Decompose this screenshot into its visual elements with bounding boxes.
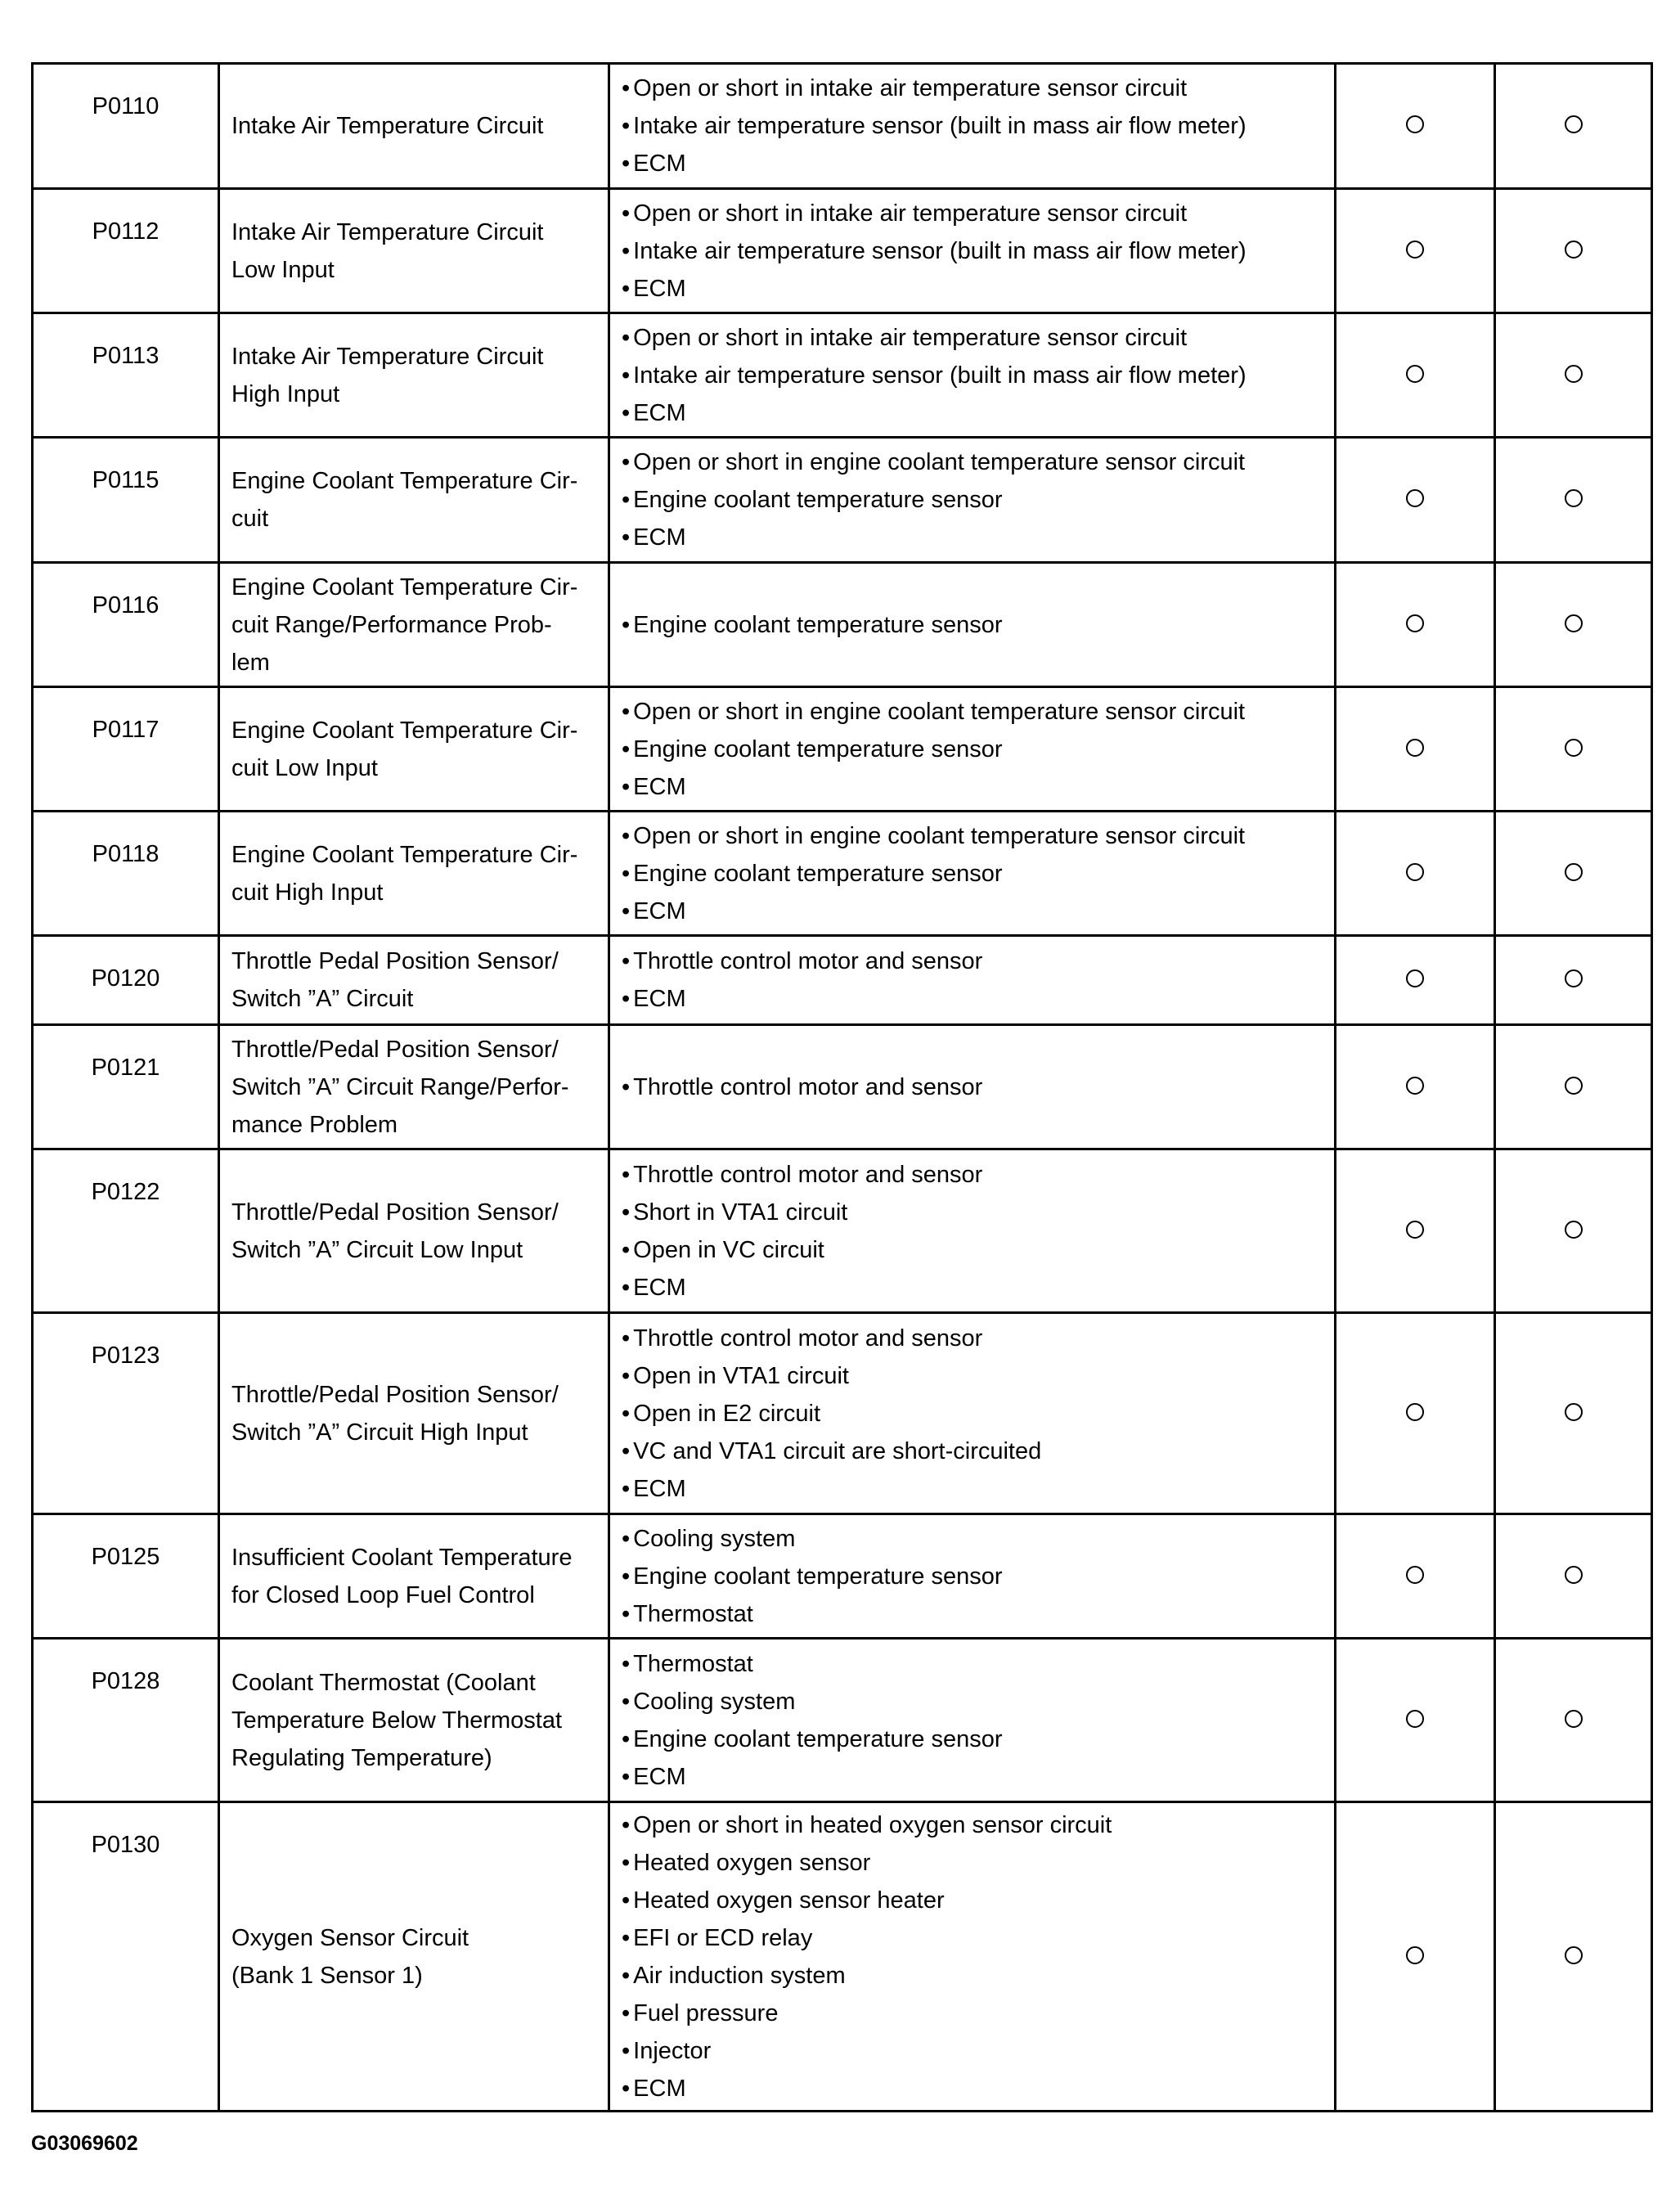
trouble-area-item: • Engine coolant temperature sensor <box>622 855 1323 893</box>
dtc-code: P0113 <box>33 313 219 438</box>
memory-column-cell <box>1495 1149 1652 1313</box>
circle-mark-icon <box>1406 1077 1424 1095</box>
detection-item <box>219 64 609 189</box>
trouble-area-item: • Throttle control motor and sensor <box>622 1068 1323 1106</box>
memory-column-cell <box>1495 1025 1652 1149</box>
memory-column-cell <box>1495 1514 1652 1639</box>
circle-mark-icon <box>1565 1403 1583 1421</box>
circle-mark-icon <box>1406 739 1424 757</box>
trouble-area-item: • Intake air temperature sensor (built in mass air flow meter) <box>622 232 1323 270</box>
circle-mark-icon <box>1406 115 1424 133</box>
mil-column-cell <box>1336 1149 1495 1313</box>
trouble-area-item: • ECM <box>622 394 1323 432</box>
table-row <box>33 438 1652 563</box>
trouble-area-item: • ECM <box>622 2070 1323 2107</box>
detection-item-line: for Closed Loop Fuel Control <box>231 1581 535 1608</box>
trouble-area-item: • Engine coolant temperature sensor <box>622 731 1323 768</box>
dtc-table <box>31 62 1653 2112</box>
trouble-area-item: • ECM <box>622 1758 1323 1796</box>
trouble-area-item: • Open or short in engine coolant temperature sensor circuit <box>622 817 1323 855</box>
trouble-area-item: • Intake air temperature sensor (built in mass air flow meter) <box>622 357 1323 394</box>
detection-item <box>219 1514 609 1639</box>
detection-item <box>219 1149 609 1313</box>
trouble-area-item: • Injector <box>622 2032 1323 2070</box>
detection-item <box>219 936 609 1025</box>
figure-id: G03069602 <box>31 2132 138 2155</box>
detection-item-line: Engine Coolant Temperature Cir- <box>231 717 578 744</box>
trouble-area-item: • ECM <box>622 519 1323 556</box>
trouble-area-item: • Engine coolant temperature sensor <box>622 606 1323 644</box>
circle-mark-icon <box>1565 863 1583 881</box>
circle-mark-icon <box>1565 115 1583 133</box>
trouble-area-item: • Throttle control motor and sensor <box>622 942 1323 980</box>
trouble-areas <box>609 1313 1336 1514</box>
trouble-area-item: • Short in VTA1 circuit <box>622 1194 1323 1231</box>
circle-mark-icon <box>1406 1946 1424 1964</box>
memory-column-cell <box>1495 563 1652 687</box>
dtc-code: P0122 <box>33 1149 219 1313</box>
circle-mark-icon <box>1406 1403 1424 1421</box>
trouble-area-item: • ECM <box>622 1470 1323 1508</box>
detection-item-line: Switch ”A” Circuit Low Input <box>231 1236 523 1263</box>
trouble-area-item: • ECM <box>622 768 1323 806</box>
trouble-areas <box>609 936 1336 1025</box>
circle-mark-icon <box>1565 1077 1583 1095</box>
detection-item-line: Insufficient Coolant Temperature <box>231 1544 573 1571</box>
detection-item-line: mance Problem <box>231 1111 398 1138</box>
trouble-area-item: • VC and VTA1 circuit are short-circuited <box>622 1433 1323 1470</box>
dtc-table-body <box>33 64 1652 2112</box>
trouble-areas <box>609 313 1336 438</box>
table-row <box>33 1802 1652 2112</box>
table-row <box>33 1639 1652 1802</box>
trouble-areas <box>609 812 1336 936</box>
memory-column-cell <box>1495 189 1652 313</box>
detection-item-line: Coolant Thermostat (Coolant <box>231 1669 536 1696</box>
detection-item-line: lem <box>231 649 270 676</box>
detection-item-line: cuit High Input <box>231 879 384 906</box>
dtc-code: P0128 <box>33 1639 219 1802</box>
trouble-area-item: • Thermostat <box>622 1595 1323 1633</box>
detection-item-line: Low Input <box>231 256 335 283</box>
trouble-area-item: • Heated oxygen sensor heater <box>622 1882 1323 1919</box>
trouble-area-item: • Throttle control motor and sensor <box>622 1320 1323 1357</box>
memory-column-cell <box>1495 812 1652 936</box>
dtc-code: P0125 <box>33 1514 219 1639</box>
trouble-area-item: • Cooling system <box>622 1683 1323 1720</box>
circle-mark-icon <box>1406 863 1424 881</box>
trouble-area-item: • Intake air temperature sensor (built in mass air flow meter) <box>622 107 1323 145</box>
detection-item-line: Intake Air Temperature Circuit <box>231 218 544 245</box>
dtc-code: P0117 <box>33 687 219 812</box>
detection-item-line: Engine Coolant Temperature Cir- <box>231 841 578 868</box>
trouble-area-item: • Open or short in intake air temperature sensor circuit <box>622 319 1323 357</box>
circle-mark-icon <box>1406 365 1424 383</box>
trouble-areas <box>609 64 1336 189</box>
memory-column-cell <box>1495 1802 1652 2112</box>
mil-column-cell <box>1336 936 1495 1025</box>
trouble-area-item: • Throttle control motor and sensor <box>622 1156 1323 1194</box>
memory-column-cell <box>1495 1313 1652 1514</box>
circle-mark-icon <box>1406 1221 1424 1239</box>
dtc-code: P0110 <box>33 64 219 189</box>
detection-item <box>219 438 609 563</box>
trouble-area-item: • Open in VTA1 circuit <box>622 1357 1323 1395</box>
mil-column-cell <box>1336 1802 1495 2112</box>
table-row <box>33 1025 1652 1149</box>
trouble-area-item: • Thermostat <box>622 1645 1323 1683</box>
detection-item-line: cuit Low Input <box>231 754 378 781</box>
trouble-area-item: • Fuel pressure <box>622 1995 1323 2032</box>
detection-item-line: Temperature Below Thermostat <box>231 1707 563 1734</box>
detection-item-line: cuit <box>231 506 269 532</box>
dtc-code: P0121 <box>33 1025 219 1149</box>
trouble-area-item: • Open or short in engine coolant temperature sensor circuit <box>622 443 1323 481</box>
table-row <box>33 812 1652 936</box>
detection-item-line: Engine Coolant Temperature Cir- <box>231 573 578 600</box>
trouble-area-item: • Engine coolant temperature sensor <box>622 1720 1323 1758</box>
memory-column-cell <box>1495 687 1652 812</box>
circle-mark-icon <box>1406 489 1424 507</box>
circle-mark-icon <box>1565 241 1583 259</box>
circle-mark-icon <box>1565 614 1583 632</box>
table-row <box>33 189 1652 313</box>
circle-mark-icon <box>1565 365 1583 383</box>
trouble-areas <box>609 1802 1336 2112</box>
dtc-code: P0123 <box>33 1313 219 1514</box>
table-row <box>33 64 1652 189</box>
detection-item-line: Switch ”A” Circuit High Input <box>231 1419 528 1446</box>
trouble-area-item: • Engine coolant temperature sensor <box>622 1558 1323 1595</box>
dtc-code: P0130 <box>33 1802 219 2112</box>
trouble-area-item: • Open in VC circuit <box>622 1231 1323 1269</box>
detection-item <box>219 563 609 687</box>
dtc-code: P0112 <box>33 189 219 313</box>
trouble-area-item: • Air induction system <box>622 1957 1323 1995</box>
trouble-areas <box>609 1639 1336 1802</box>
trouble-area-item: • Open or short in intake air temperature sensor circuit <box>622 195 1323 232</box>
circle-mark-icon <box>1565 969 1583 987</box>
table-row <box>33 936 1652 1025</box>
mil-column-cell <box>1336 563 1495 687</box>
table-row <box>33 1149 1652 1313</box>
detection-item <box>219 1025 609 1149</box>
detection-item-line: Intake Air Temperature Circuit <box>231 113 544 139</box>
memory-column-cell <box>1495 936 1652 1025</box>
dtc-code: P0115 <box>33 438 219 563</box>
table-row <box>33 687 1652 812</box>
memory-column-cell <box>1495 438 1652 563</box>
detection-item <box>219 687 609 812</box>
circle-mark-icon <box>1406 1710 1424 1728</box>
detection-item-line: Engine Coolant Temperature Cir- <box>231 468 578 494</box>
detection-item-line: Throttle Pedal Position Sensor/ <box>231 948 559 974</box>
detection-item-line: Switch ”A” Circuit <box>231 986 414 1012</box>
detection-item <box>219 1802 609 2112</box>
detection-item-line: (Bank 1 Sensor 1) <box>231 1962 423 1989</box>
trouble-area-item: • Heated oxygen sensor <box>622 1844 1323 1882</box>
circle-mark-icon <box>1406 241 1424 259</box>
mil-column-cell <box>1336 1313 1495 1514</box>
trouble-area-item: • Open or short in heated oxygen sensor circuit <box>622 1806 1323 1844</box>
detection-item-line: Throttle/Pedal Position Sensor/ <box>231 1381 559 1408</box>
detection-item-line: Intake Air Temperature Circuit <box>231 343 544 370</box>
circle-mark-icon <box>1565 1946 1583 1964</box>
circle-mark-icon <box>1565 489 1583 507</box>
detection-item <box>219 1313 609 1514</box>
circle-mark-icon <box>1565 1221 1583 1239</box>
detection-item-line: Oxygen Sensor Circuit <box>231 1924 469 1951</box>
detection-item-line: Throttle/Pedal Position Sensor/ <box>231 1199 559 1226</box>
memory-column-cell <box>1495 313 1652 438</box>
trouble-areas <box>609 1514 1336 1639</box>
circle-mark-icon <box>1406 1566 1424 1584</box>
trouble-areas <box>609 563 1336 687</box>
circle-mark-icon <box>1565 1566 1583 1584</box>
table-row <box>33 1313 1652 1514</box>
trouble-areas <box>609 1025 1336 1149</box>
trouble-area-item: • ECM <box>622 145 1323 182</box>
detection-item <box>219 189 609 313</box>
mil-column-cell <box>1336 1025 1495 1149</box>
trouble-area-item: • EFI or ECD relay <box>622 1919 1323 1957</box>
trouble-areas <box>609 189 1336 313</box>
trouble-area-item: • ECM <box>622 980 1323 1018</box>
mil-column-cell <box>1336 1514 1495 1639</box>
mil-column-cell <box>1336 64 1495 189</box>
trouble-areas <box>609 1149 1336 1313</box>
trouble-areas <box>609 687 1336 812</box>
trouble-area-item: • ECM <box>622 1269 1323 1307</box>
circle-mark-icon <box>1565 1710 1583 1728</box>
detection-item-line: cuit Range/Performance Prob- <box>231 611 552 638</box>
dtc-code: P0120 <box>33 936 219 1025</box>
detection-item <box>219 313 609 438</box>
table-row <box>33 563 1652 687</box>
mil-column-cell <box>1336 812 1495 936</box>
trouble-area-item: • Open or short in intake air temperature sensor circuit <box>622 70 1323 107</box>
detection-item-line: Switch ”A” Circuit Range/Perfor- <box>231 1073 569 1100</box>
mil-column-cell <box>1336 313 1495 438</box>
memory-column-cell <box>1495 64 1652 189</box>
trouble-areas <box>609 438 1336 563</box>
circle-mark-icon <box>1406 614 1424 632</box>
circle-mark-icon <box>1406 969 1424 987</box>
mil-column-cell <box>1336 687 1495 812</box>
trouble-area-item: • Engine coolant temperature sensor <box>622 481 1323 519</box>
dtc-code: P0118 <box>33 812 219 936</box>
trouble-area-item: • Open or short in engine coolant temperature sensor circuit <box>622 693 1323 731</box>
trouble-area-item: • Open in E2 circuit <box>622 1395 1323 1433</box>
detection-item <box>219 1639 609 1802</box>
detection-item-line: Regulating Temperature) <box>231 1744 492 1771</box>
mil-column-cell <box>1336 1639 1495 1802</box>
trouble-area-item: • ECM <box>622 270 1323 308</box>
circle-mark-icon <box>1565 739 1583 757</box>
dtc-code: P0116 <box>33 563 219 687</box>
memory-column-cell <box>1495 1639 1652 1802</box>
trouble-area-item: • Cooling system <box>622 1520 1323 1558</box>
table-row <box>33 313 1652 438</box>
trouble-area-item: • ECM <box>622 893 1323 930</box>
detection-item <box>219 812 609 936</box>
mil-column-cell <box>1336 189 1495 313</box>
detection-item-line: High Input <box>231 380 340 407</box>
table-row <box>33 1514 1652 1639</box>
mil-column-cell <box>1336 438 1495 563</box>
detection-item-line: Throttle/Pedal Position Sensor/ <box>231 1036 559 1063</box>
